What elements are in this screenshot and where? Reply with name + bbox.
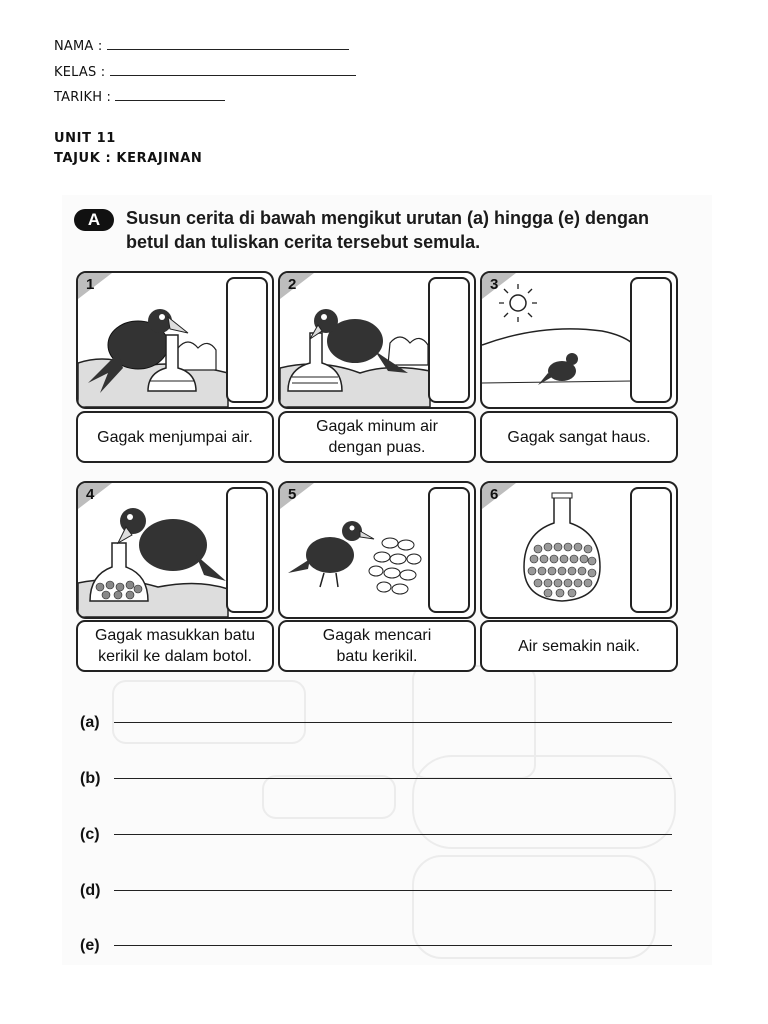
tarikh-blank[interactable] <box>115 88 225 101</box>
order-answer-box[interactable] <box>226 277 268 403</box>
caption-3 <box>480 411 678 463</box>
caption-text: Gagak masukkan batu <box>94 627 256 644</box>
order-answer-box[interactable] <box>428 277 470 403</box>
panel-tab <box>482 483 516 509</box>
answer-label-d: (d) <box>80 882 101 899</box>
panel-tab <box>280 483 314 509</box>
order-answer-box[interactable] <box>630 277 672 403</box>
instruction-line-2: betul dan tuliskan cerita tersebut semula. <box>126 232 481 252</box>
answer-label-a: (a) <box>80 714 100 731</box>
caption-text: Gagak sangat haus. <box>507 428 651 446</box>
caption-2 <box>278 411 476 463</box>
ghost-shape <box>262 775 396 819</box>
story-panel-4 <box>76 481 274 619</box>
order-answer-box[interactable] <box>428 487 470 613</box>
caption-text: kerikil ke dalam botol. <box>98 648 252 665</box>
ghost-shape <box>112 680 306 744</box>
caption-1 <box>76 411 274 463</box>
section-badge: A <box>74 209 114 231</box>
tarikh-field <box>54 88 225 105</box>
caption-text: Air semakin naik. <box>518 637 640 655</box>
caption-text: batu kerikil. <box>336 648 418 665</box>
tarikh-label: TARIKH : <box>54 90 112 105</box>
caption-text: Gagak minum air <box>316 418 438 435</box>
panel-tab <box>78 483 112 509</box>
caption-6 <box>480 620 678 672</box>
panel-number: 6 <box>490 486 499 503</box>
unit-topic: TAJUK : KERAJINAN <box>54 151 203 166</box>
panel-number: 1 <box>86 276 95 293</box>
story-panel-1 <box>76 271 274 409</box>
nama-blank[interactable] <box>107 37 349 50</box>
story-panel-6 <box>480 481 678 619</box>
order-answer-box[interactable] <box>226 487 268 613</box>
kelas-field <box>54 63 356 80</box>
answer-label-b: (b) <box>80 770 101 787</box>
story-panel-5 <box>278 481 476 619</box>
instruction-line-1: Susun cerita di bawah mengikut urutan (a) hingga (e) dengan <box>126 208 650 228</box>
nama-label: NAMA : <box>54 39 103 54</box>
panel-tab <box>280 273 314 299</box>
answer-line-e[interactable] <box>114 945 672 946</box>
panel-number: 2 <box>288 276 297 293</box>
kelas-label: KELAS : <box>54 65 106 80</box>
caption-5 <box>278 620 476 672</box>
answer-line-a[interactable] <box>114 722 672 723</box>
caption-4 <box>76 620 274 672</box>
answer-line-b[interactable] <box>114 778 672 779</box>
panel-tab <box>482 273 516 299</box>
answer-label-c: (c) <box>80 826 100 843</box>
story-panel-2 <box>278 271 476 409</box>
panel-tab <box>78 273 112 299</box>
unit-title: UNIT 11 <box>54 131 116 146</box>
order-answer-box[interactable] <box>630 487 672 613</box>
answer-line-d[interactable] <box>114 890 672 891</box>
caption-text: Gagak mencari <box>322 627 432 644</box>
panel-number: 5 <box>288 486 297 503</box>
story-panel-3 <box>480 271 678 409</box>
answer-line-c[interactable] <box>114 834 672 835</box>
kelas-blank[interactable] <box>110 63 356 76</box>
instruction <box>126 206 649 254</box>
panel-number: 3 <box>490 276 499 293</box>
answer-label-e: (e) <box>80 937 100 954</box>
panel-number: 4 <box>86 486 95 503</box>
ghost-shape <box>412 855 656 959</box>
caption-text: Gagak menjumpai air. <box>97 428 253 446</box>
nama-field <box>54 37 349 54</box>
caption-text: dengan puas. <box>328 439 426 456</box>
